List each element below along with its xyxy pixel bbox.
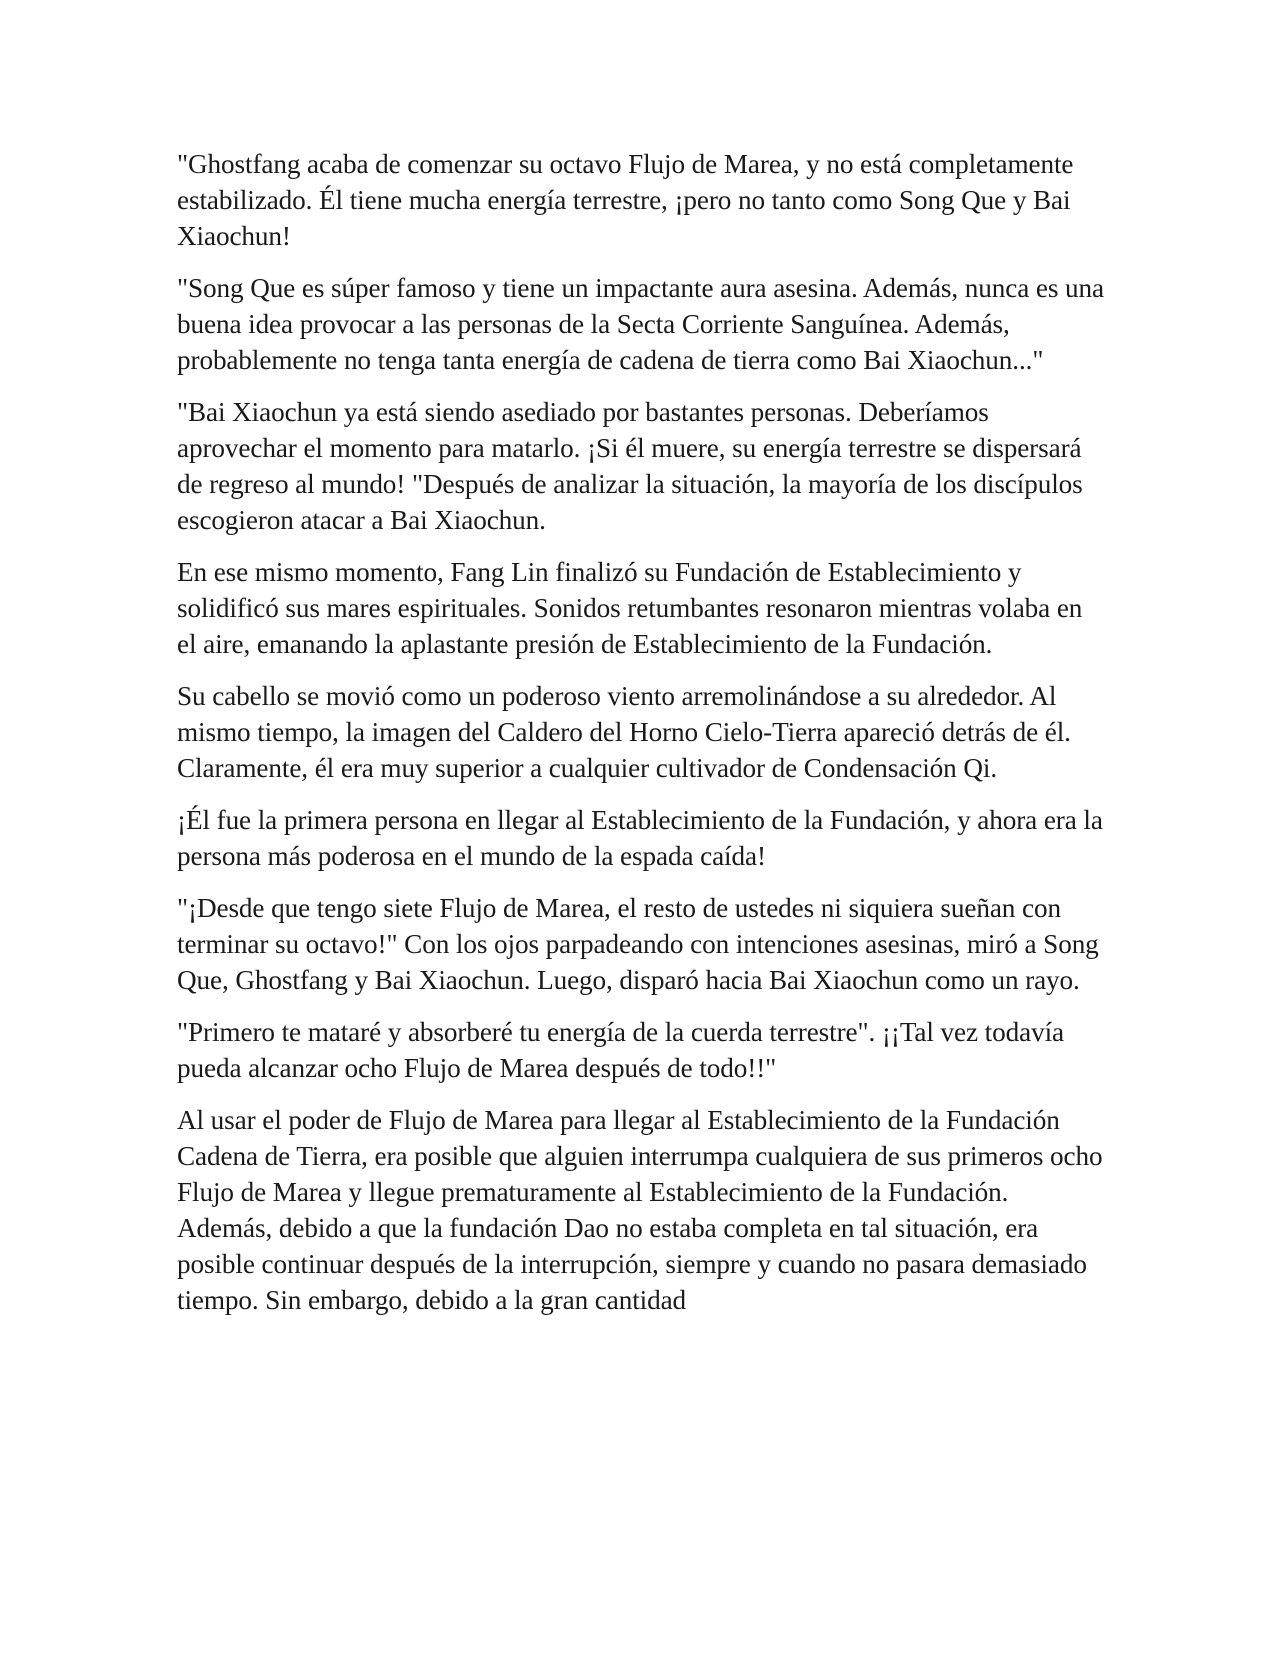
- paragraph-4: En ese mismo momento, Fang Lin finalizó su Fundación de Establecimiento y solidificó sus mares espirituales. Sonidos retumbantes resonaron mientras volaba en el aire, emanando la aplastante presión de Establecimiento de la Fundación.: [177, 557, 1083, 659]
- document-body: [177, 146, 1107, 1334]
- paragraph-3: "Bai Xiaochun ya está siendo asediado por bastantes personas. Deberíamos aprovechar el momento para matarlo. ¡Si él muere, su energía terrestre se dispersará de regreso al mundo! "Después de analizar la situación, la mayoría de los discípulos escogieron atacar a Bai Xiaochun.: [177, 397, 1083, 535]
- paragraph-5: Su cabello se movió como un poderoso viento arremolinándose a su alrededor. Al mismo tiempo, la imagen del Caldero del Horno Cielo-Tierra apareció detrás de él. Claramente, él era muy superior a cualquier cultivador de Condensación Qi.: [177, 681, 1071, 783]
- paragraph-2: "Song Que es súper famoso y tiene un impactante aura asesina. Además, nunca es una buena idea provocar a las personas de la Secta Corriente Sanguínea. Además, probablemente no tenga tanta energía de cadena de tierra como Bai Xiaochun...": [177, 273, 1104, 375]
- paragraph-8: "Primero te mataré y absorberé tu energía de la cuerda terrestre". ¡¡Tal vez todavía pueda alcanzar ocho Flujo de Marea después de todo!!": [177, 1017, 1064, 1083]
- paragraph-7: "¡Desde que tengo siete Flujo de Marea, el resto de ustedes ni siquiera sueñan con terminar su octavo!" Con los ojos parpadeando con intenciones asesinas, miró a Song Que, Ghostfang y Bai Xiaochun. Luego, disparó hacia Bai Xiaochun como un rayo.: [177, 893, 1099, 995]
- paragraph-6: ¡Él fue la primera persona en llegar al Establecimiento de la Fundación, y ahora era la persona más poderosa en el mundo de la espada caída!: [177, 805, 1103, 871]
- paragraph-9: Al usar el poder de Flujo de Marea para llegar al Establecimiento de la Fundación Cadena de Tierra, era posible que alguien interrumpa cualquiera de sus primeros ocho Flujo de Marea y llegue prematuramente al Establecimiento de la Fundación. Además, debido a que la fundación Dao no estaba completa en tal situación, era posible continuar después de la interrupción, siempre y cuando no pasara demasiado tiempo. Sin embargo, debido a la gran cantidad: [177, 1105, 1103, 1315]
- paragraph-1: "Ghostfang acaba de comenzar su octavo Flujo de Marea, y no está completamente estabilizado. Él tiene mucha energía terrestre, ¡pero no tanto como Song Que y Bai Xiaochun!: [177, 149, 1074, 251]
